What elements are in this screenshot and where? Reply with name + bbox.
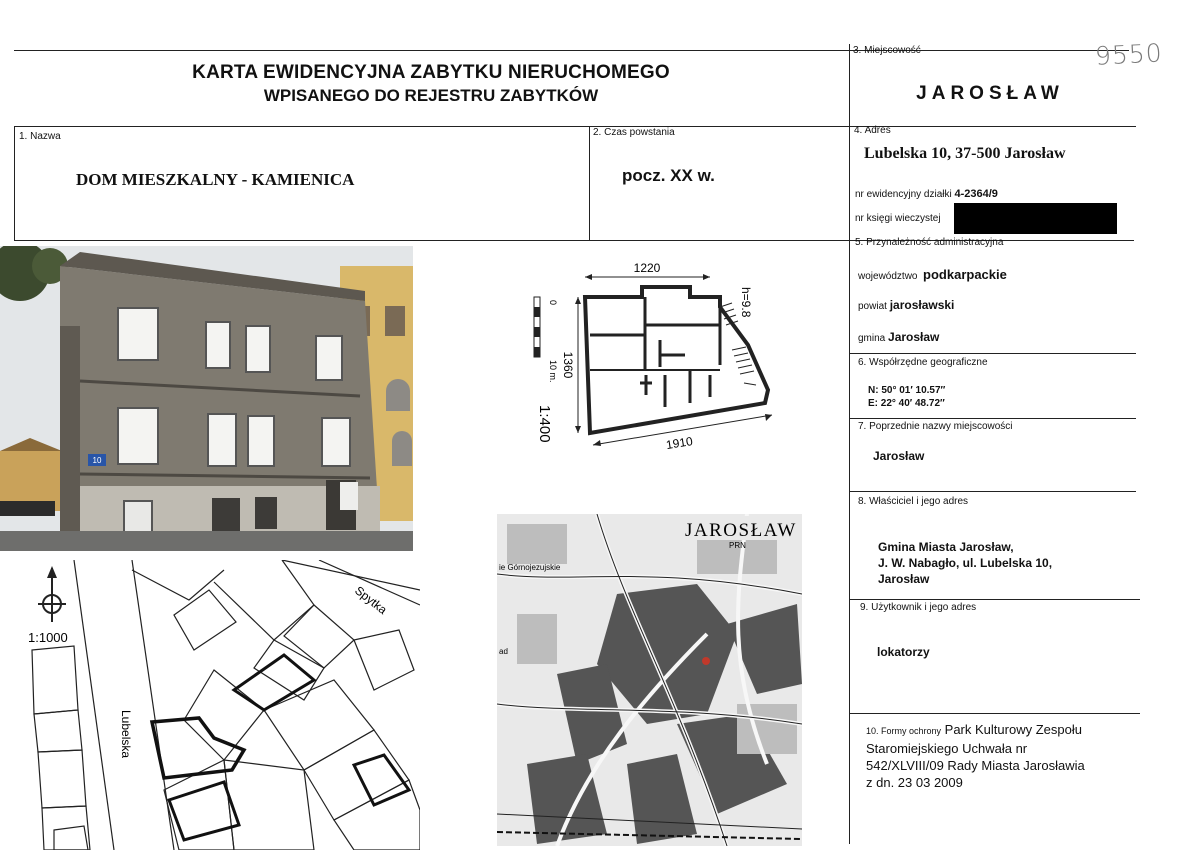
field6-label: 6. Współrzędne geograficzne bbox=[858, 357, 988, 368]
field5-voivodeship-value: podkarpackie bbox=[923, 267, 1007, 282]
field6-east: E: 22° 40′ 48.72″ bbox=[868, 398, 945, 409]
field6-north: N: 50° 01′ 10.57″ bbox=[868, 385, 946, 396]
field5-voivodeship bbox=[858, 267, 1007, 282]
field10-line4: z dn. 23 03 2009 bbox=[866, 775, 963, 790]
handwritten-number: 9550 bbox=[1094, 38, 1164, 71]
topo-map-title: JAROSŁAW bbox=[685, 520, 797, 541]
field10-line2: Staromiejskiego Uchwała nr bbox=[866, 741, 1028, 756]
field5-county bbox=[858, 298, 954, 312]
site-map-scale: 1:1000 bbox=[28, 630, 68, 645]
header-bottom-rule bbox=[14, 126, 1136, 127]
field10-label: 10. Formy ochrony bbox=[866, 726, 942, 736]
field9-label: 9. Użytkownik i jego adres bbox=[860, 602, 977, 613]
site-map bbox=[14, 560, 420, 850]
rule-8 bbox=[850, 491, 1136, 492]
field10-line1: Park Kulturowy Zespołu bbox=[944, 722, 1082, 737]
plan-width-top: 1220 bbox=[633, 261, 661, 275]
field10 bbox=[866, 721, 1085, 791]
field5-voivodeship-label: województwo bbox=[858, 271, 918, 282]
field9-value: lokatorzy bbox=[877, 645, 930, 659]
field8-value bbox=[878, 539, 1052, 587]
rule-7 bbox=[850, 418, 1136, 419]
field7-value: Jarosław bbox=[873, 449, 925, 463]
rule-9 bbox=[850, 599, 1140, 600]
field8-line2: J. W. Nabagło, ul. Lubelska 10, bbox=[878, 556, 1053, 570]
field1-2-divider bbox=[589, 127, 590, 240]
right-column-divider bbox=[849, 44, 850, 844]
field3-value: JAROSŁAW bbox=[916, 83, 1064, 104]
field5-commune bbox=[858, 330, 939, 344]
field4-book-label: nr księgi wieczystej bbox=[855, 213, 941, 224]
field2-value: pocz. XX w. bbox=[622, 166, 715, 185]
plan-scale-zero: 0 bbox=[548, 300, 558, 306]
field3-label: 3. Miejscowość bbox=[853, 45, 921, 56]
field4-label: 4. Adres bbox=[854, 125, 891, 136]
floor-plan bbox=[520, 255, 790, 460]
field1-value: DOM MIESZKALNY - KAMIENICA bbox=[76, 170, 355, 189]
field4-parcel bbox=[855, 188, 998, 200]
topo-map bbox=[497, 514, 802, 846]
plan-scale-ten: 10 m. bbox=[548, 360, 558, 383]
top-rule bbox=[14, 50, 1129, 51]
redaction-box bbox=[954, 203, 1117, 234]
field2-label: 2. Czas powstania bbox=[593, 127, 675, 138]
field7-label: 7. Poprzednie nazwy miejscowości bbox=[858, 421, 1013, 432]
field5-commune-value: Jarosław bbox=[888, 330, 940, 344]
building-photo bbox=[0, 246, 413, 551]
field4-parcel-label: nr ewidencyjny działki bbox=[855, 189, 952, 200]
plan-depth: 1360 bbox=[561, 351, 575, 379]
field5-commune-label: gmina bbox=[858, 333, 886, 344]
topo-map-prn: PRN bbox=[729, 541, 746, 550]
street-spytka: Spytka bbox=[352, 583, 390, 617]
street-lubelska: Lubelska bbox=[119, 710, 133, 759]
card-title-line1: KARTA EWIDENCYJNA ZABYTKU NIERUCHOMEGO bbox=[192, 62, 670, 83]
field8-line1: Gmina Miasta Jarosław, bbox=[878, 540, 1014, 554]
card-title-line2: WPISANEGO DO REJESTRU ZABYTKÓW bbox=[263, 86, 599, 105]
field4-address: Lubelska 10, 37-500 Jarosław bbox=[864, 145, 1066, 162]
house-number-plate: 10 bbox=[92, 456, 102, 465]
field5-label: 5. Przynależność administracyjna bbox=[855, 237, 1004, 248]
topo-map-gorno: ie Górnojezujskie bbox=[499, 563, 561, 572]
field10-line3: 542/XLVIII/09 Rady Miasta Jarosławia bbox=[866, 758, 1085, 773]
rule-6 bbox=[850, 353, 1136, 354]
plan-scale-ratio: 1:400 bbox=[536, 405, 553, 443]
rule-10 bbox=[850, 713, 1140, 714]
field5-county-value: jarosławski bbox=[889, 298, 955, 312]
field8-label: 8. Właściciel i jego adres bbox=[858, 496, 969, 507]
card-title bbox=[0, 62, 862, 106]
topo-map-side: ad bbox=[499, 647, 508, 656]
plan-height: h=9.8 bbox=[739, 287, 753, 318]
field1-label: 1. Nazwa bbox=[19, 131, 61, 142]
plan-width-bottom: 1910 bbox=[665, 434, 694, 453]
left-divider bbox=[14, 127, 15, 240]
field5-county-label: powiat bbox=[858, 301, 887, 312]
field4-parcel-value: 4-2364/9 bbox=[954, 188, 998, 200]
field8-line3: Jarosław bbox=[878, 572, 930, 586]
